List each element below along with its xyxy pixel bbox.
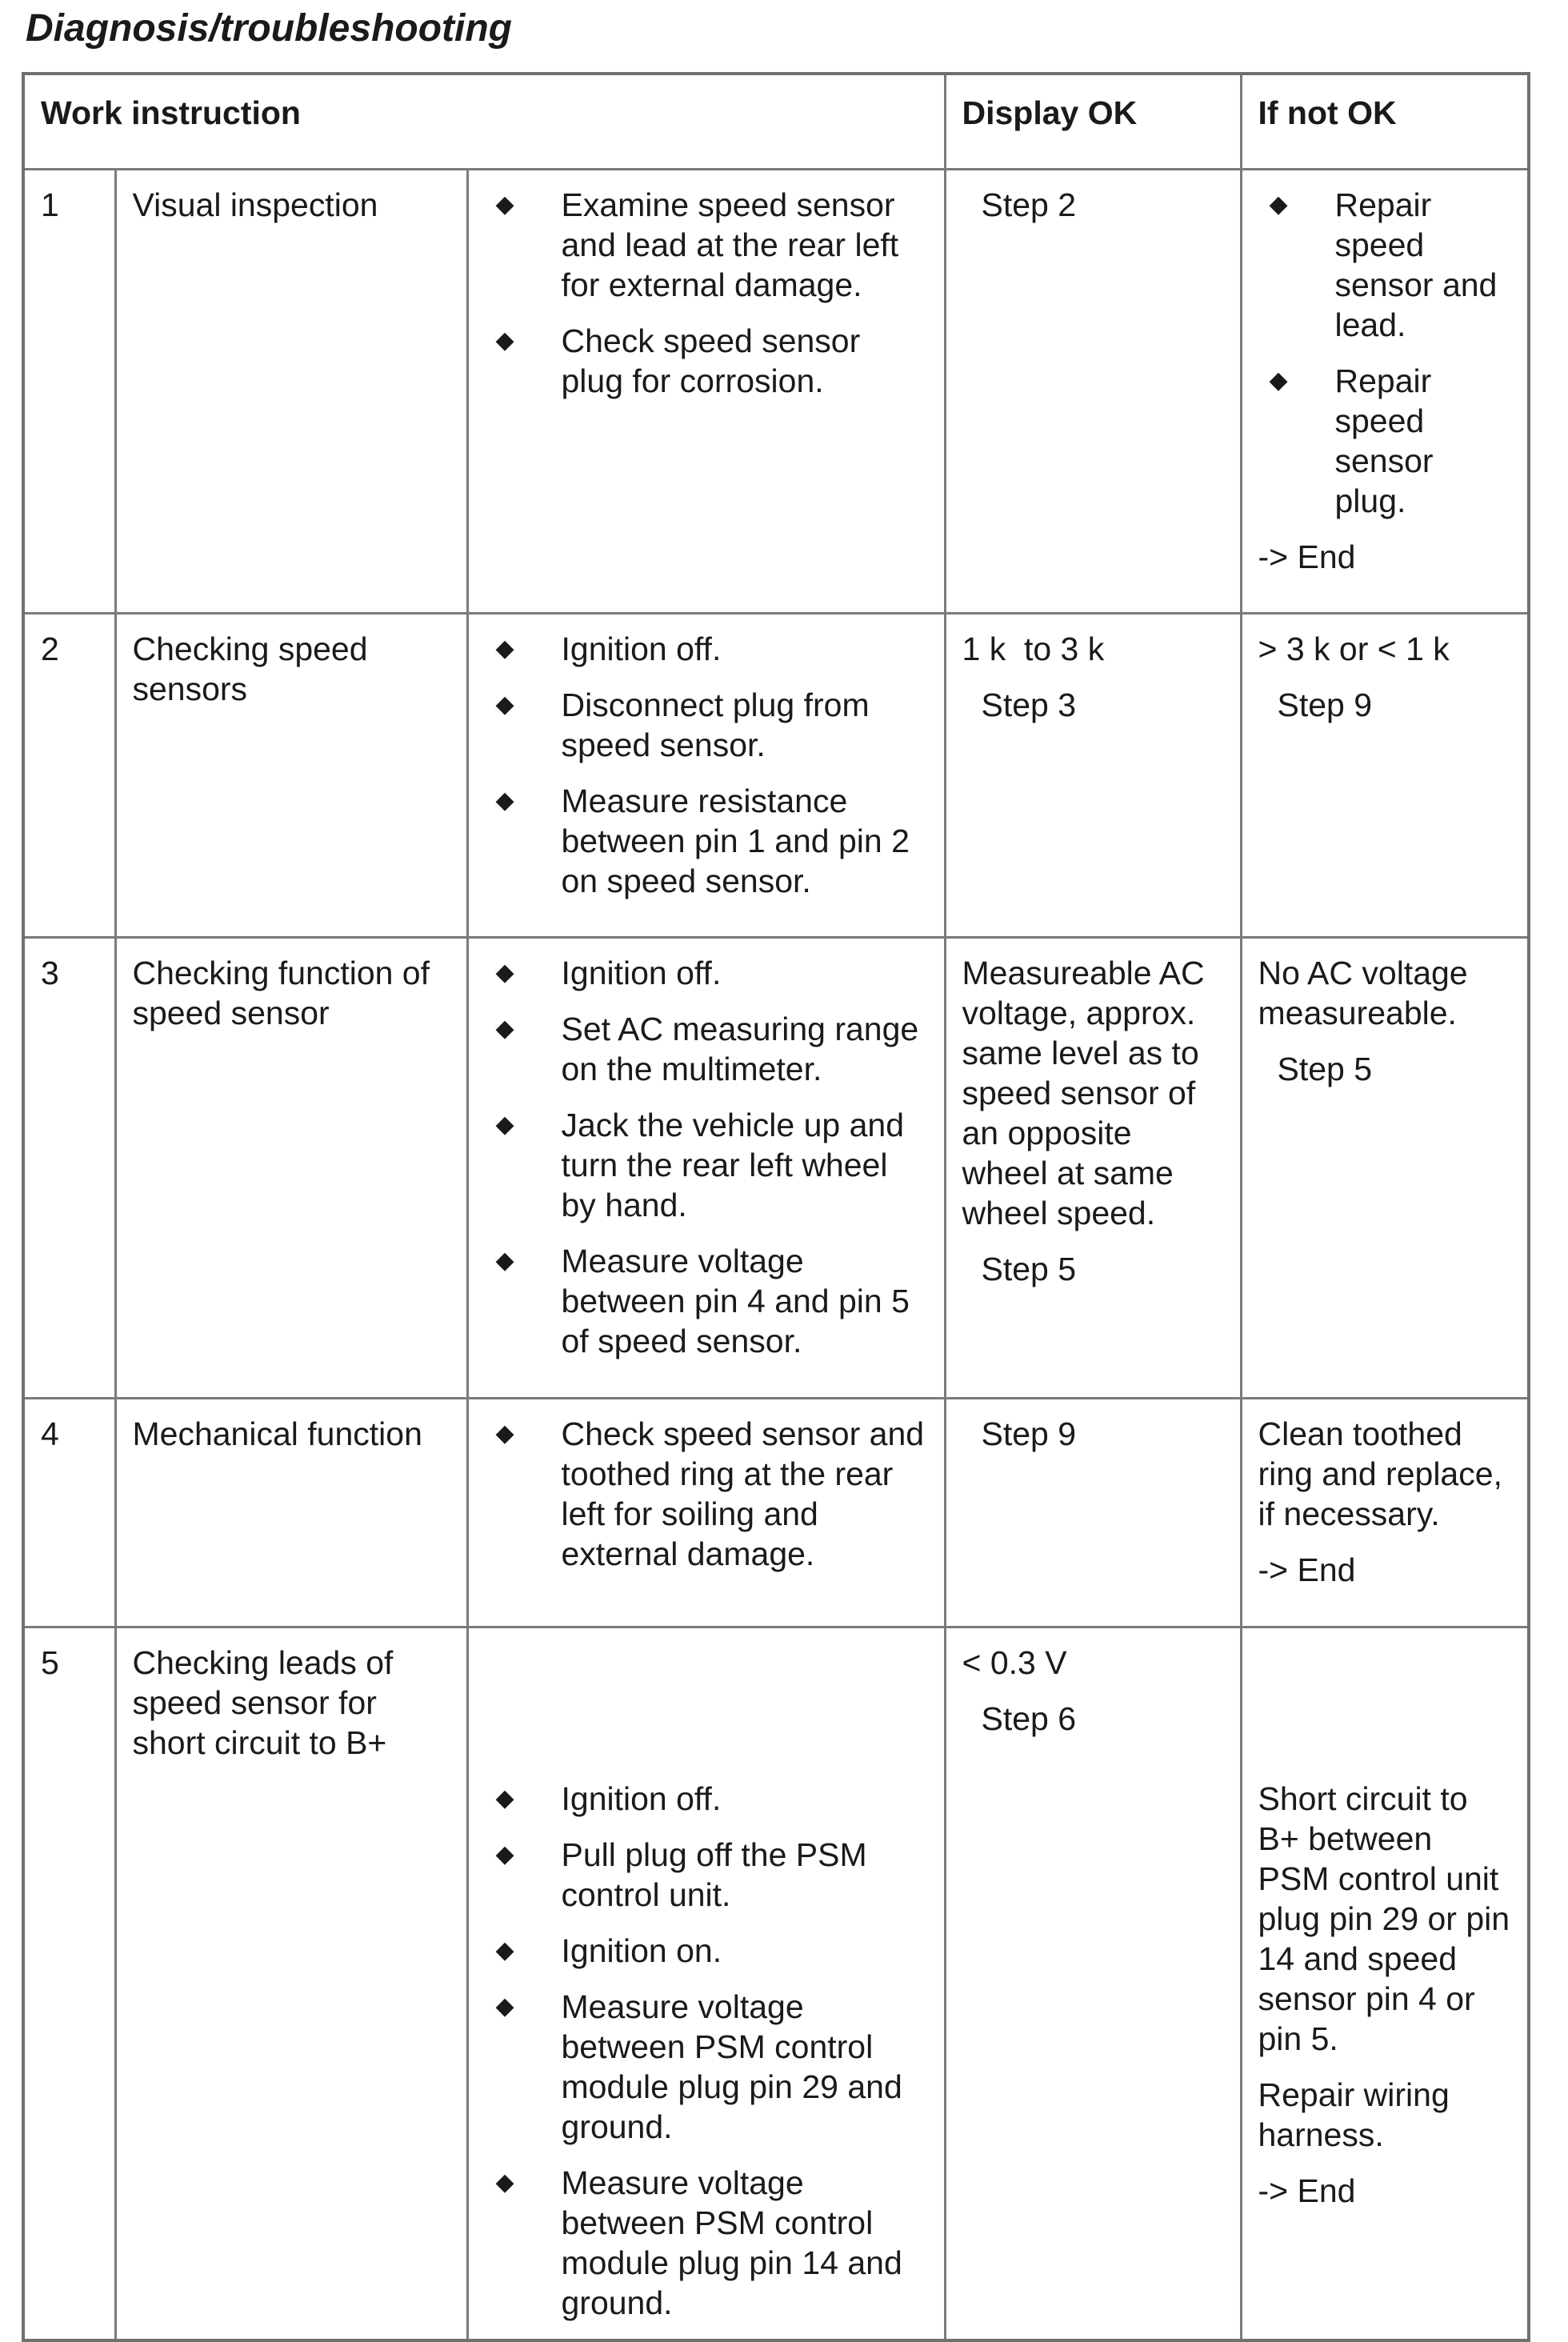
list-item: ◆ Measure voltage between PSM control module plug pin 14 and ground.	[495, 2164, 902, 2321]
page-title: Diagnosis/troubleshooting	[26, 7, 512, 50]
diamond-bullet-icon: ◆	[495, 959, 514, 986]
diamond-bullet-icon: ◆	[495, 1841, 514, 1868]
step-number: 4	[23, 1399, 115, 1627]
diamond-bullet-icon: ◆	[1269, 367, 1288, 394]
end-marker: -> End	[1258, 2172, 1356, 2209]
if-not-ok-cell	[1241, 938, 1529, 1399]
nok-value-2: Repair wiring harness.	[1258, 2076, 1450, 2153]
diamond-bullet-icon: ◆	[495, 1015, 514, 1042]
diamond-bullet-icon: ◆	[495, 191, 514, 218]
table-row	[23, 1399, 1529, 1627]
display-ok-cell	[945, 170, 1241, 614]
diamond-bullet-icon: ◆	[495, 635, 514, 662]
nok-value: > 3 k or < 1 k	[1258, 631, 1450, 667]
list-item: ◆ Examine speed sensor and lead at the rear left for external damage.	[495, 186, 899, 303]
step-number: 5	[23, 1627, 115, 2341]
if-not-ok-cell	[1241, 1399, 1529, 1627]
diamond-bullet-icon: ◆	[495, 1993, 514, 2020]
nok-value: Clean toothed ring and replace, if necessary.	[1258, 1415, 1502, 1532]
list-item: ◆ Ignition off.	[495, 631, 722, 667]
work-steps	[467, 614, 945, 938]
if-not-ok-cell	[1241, 170, 1529, 614]
nok-value: No AC voltage measureable.	[1258, 955, 1468, 1031]
end-marker: -> End	[1258, 538, 1356, 575]
diamond-bullet-icon: ◆	[1269, 191, 1288, 218]
ok-step: Step 2	[981, 186, 1077, 223]
troubleshooting-table	[22, 72, 1530, 2342]
list-item: ◆ Ignition off.	[495, 955, 722, 991]
step-number: 3	[23, 938, 115, 1399]
step-name: Mechanical function	[115, 1399, 467, 1627]
header-display-ok: Display OK	[945, 74, 1241, 170]
nok-step: Step 5	[1277, 1051, 1373, 1087]
display-ok-cell	[945, 614, 1241, 938]
step-name: Checking leads of speed sensor for short circuit to B+	[115, 1627, 467, 2341]
table-row	[23, 938, 1529, 1399]
list-item: ◆ Pull plug off the PSM control unit.	[495, 1836, 867, 1913]
list-item: ◆ Jack the vehicle up and turn the rear left wheel by hand.	[495, 1107, 904, 1223]
diamond-bullet-icon: ◆	[495, 1111, 514, 1138]
display-ok-cell	[945, 1399, 1241, 1627]
diamond-bullet-icon: ◆	[495, 691, 514, 718]
display-ok-cell	[945, 938, 1241, 1399]
ok-value: Measureable AC voltage, approx. same level as to speed sensor of an opposite wheel at same wheel speed.	[962, 955, 1205, 1231]
table-row	[23, 614, 1529, 938]
nok-value: Short circuit to B+ between PSM control unit plug pin 29 or pin 14 and speed sensor pin 4 or pin 5.	[1258, 1780, 1510, 2057]
work-steps	[467, 170, 945, 614]
list-item: ◆ Set AC measuring range on the multimeter.	[495, 1011, 919, 1087]
diamond-bullet-icon: ◆	[495, 1420, 514, 1447]
work-steps	[467, 938, 945, 1399]
work-steps	[467, 1399, 945, 1627]
diamond-bullet-icon: ◆	[495, 1247, 514, 1274]
ok-value: 1 k to 3 k	[962, 631, 1105, 667]
diamond-bullet-icon: ◆	[495, 1937, 514, 1964]
list-item: ◆ Disconnect plug from speed sensor.	[495, 687, 870, 763]
end-marker: -> End	[1258, 1551, 1356, 1588]
header-work-instruction: Work instruction	[23, 74, 945, 170]
step-name: Checking function of speed sensor	[115, 938, 467, 1399]
display-ok-cell	[945, 1627, 1241, 2341]
diamond-bullet-icon: ◆	[495, 1785, 514, 1812]
table-row	[23, 170, 1529, 614]
list-item: ◆ Ignition off.	[495, 1780, 722, 1817]
step-name: Checking speed sensors	[115, 614, 467, 938]
header-if-not-ok: If not OK	[1241, 74, 1529, 170]
ok-step: Step 5	[981, 1251, 1077, 1287]
work-steps	[467, 1627, 945, 2341]
list-item: ◆ Repair speed sensor and lead.	[1269, 186, 1498, 343]
list-item: ◆ Repair speed sensor plug.	[1269, 362, 1434, 519]
list-item: ◆ Measure resistance between pin 1 and pin 2 on speed sensor.	[495, 783, 910, 899]
diamond-bullet-icon: ◆	[495, 787, 514, 814]
ok-value: < 0.3 V	[962, 1644, 1067, 1681]
list-item: ◆ Check speed sensor plug for corrosion.	[495, 322, 861, 399]
step-number: 1	[23, 170, 115, 614]
if-not-ok-cell	[1241, 614, 1529, 938]
ok-step: Step 3	[981, 687, 1077, 723]
nok-step: Step 9	[1277, 687, 1373, 723]
diamond-bullet-icon: ◆	[495, 327, 514, 354]
header-row	[23, 74, 1529, 170]
list-item: ◆ Measure voltage between pin 4 and pin 5 of speed sensor.	[495, 1243, 910, 1359]
diamond-bullet-icon: ◆	[495, 2169, 514, 2196]
step-number: 2	[23, 614, 115, 938]
table-row	[23, 1627, 1529, 2341]
list-item: ◆ Ignition on.	[495, 1932, 722, 1969]
ok-step: Step 6	[981, 1700, 1077, 1737]
step-name: Visual inspection	[115, 170, 467, 614]
list-item: ◆ Check speed sensor and toothed ring at the rear left for soiling and external damage.	[495, 1415, 925, 1572]
ok-step: Step 9	[981, 1415, 1077, 1452]
list-item: ◆ Measure voltage between PSM control module plug pin 29 and ground.	[495, 1988, 902, 2145]
if-not-ok-cell	[1241, 1627, 1529, 2341]
